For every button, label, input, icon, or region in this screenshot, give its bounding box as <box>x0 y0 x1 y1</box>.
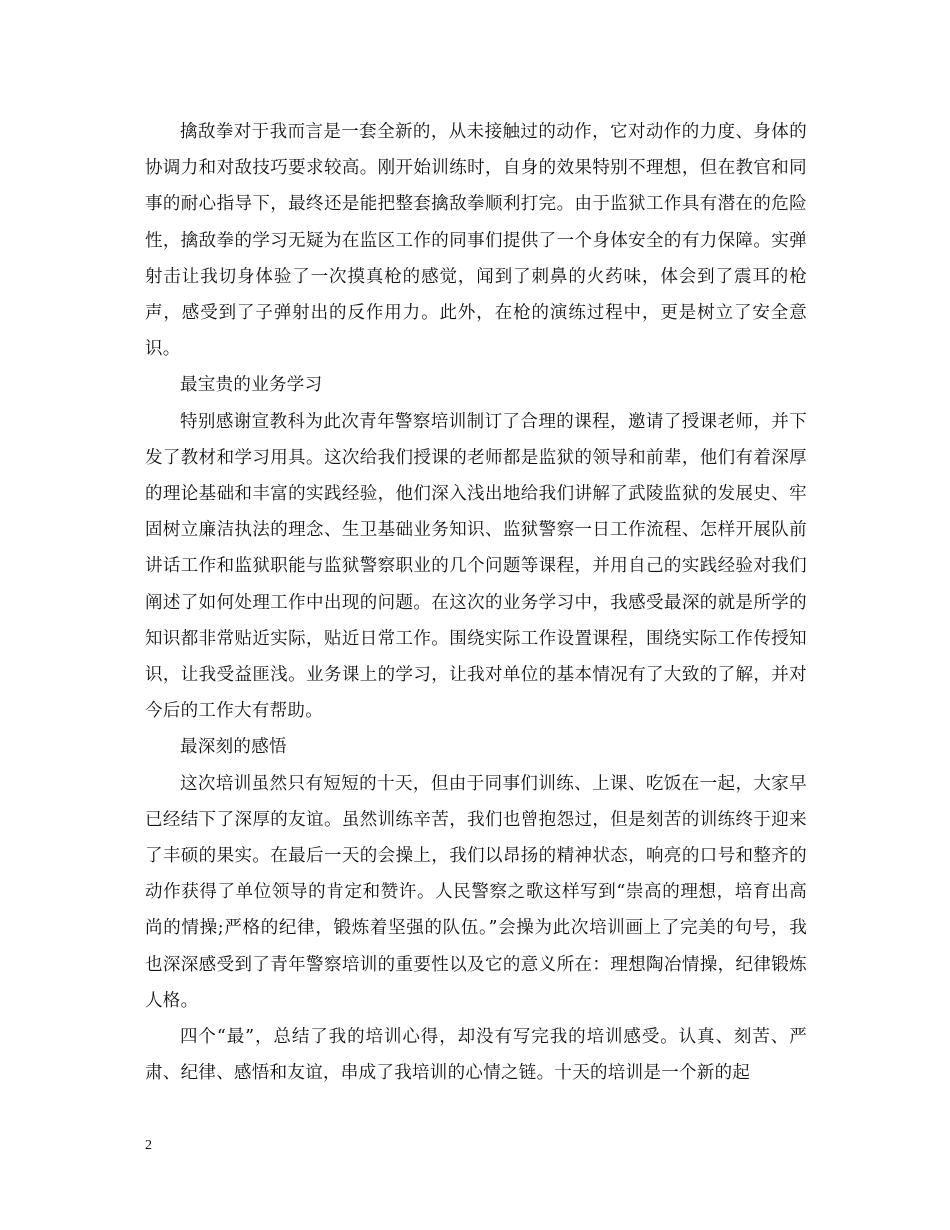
paragraph-drill-training: 擒敌拳对于我而言是一套全新的，从未接触过的动作，它对动作的力度、身体的协调力和对敌技巧要求较高。刚开始训练时，自身的效果特别不理想，但在教官和同事的耐心指导下，最终还是能把整套擒敌拳顺利打完。由于监狱工作具有潜在的危险性，擒敌拳的学习无疑为在监区工作的同事们提供了一个身体安全的有力保障。实弹射击让我切身体验了一次摸真枪的感觉，闻到了刺鼻的火药味，体会到了震耳的枪声，感受到了子弹射出的反作用力。此外，在枪的演练过程中，更是树立了安全意识。 <box>145 122 807 360</box>
document-body <box>145 114 807 1091</box>
section-heading-business-study: 最宝贵的业务学习 <box>180 375 323 396</box>
page-number: 2 <box>145 1138 152 1153</box>
paragraph-summary: 四个“最”，总结了我的培训心得，却没有写完我的培训感受。认真、刻苦、严肃、纪律、感悟和友谊，串成了我培训的心情之链。十天的培训是一个新的起 <box>145 1027 807 1084</box>
paragraph-reflection: 这次培训虽然只有短短的十天，但由于同事们训练、上课、吃饭在一起，大家早已经结下了深厚的友谊。虽然训练辛苦，我们也曾抱怨过，但是刻苦的训练终于迎来了丰硕的果实。在最后一天的会操上，我们以昂扬的精神状态，响亮的口号和整齐的动作获得了单位领导的肯定和赞许。人民警察之歌这样写到“崇高的理想，培育出高尚的情操;严格的纪律，锻炼着坚强的队伍。”会操为此次培训画上了完美的句号，我也深深感受到了青年警察培训的重要性以及它的意义所在：理想陶冶情操，纪律锻炼人格。 <box>145 773 807 1011</box>
paragraph-business-study: 特别感谢宣教科为此次青年警察培训制订了合理的课程，邀请了授课老师，并下发了教材和学习用具。这次给我们授课的老师都是监狱的领导和前辈，他们有着深厚的理论基础和丰富的实践经验，他们深入浅出地给我们讲解了武陵监狱的发展史、牢固树立廉洁执法的理念、生卫基础业务知识、监狱警察一日工作流程、怎样开展队前讲话工作和监狱职能与监狱警察职业的几个问题等课程，并用自己的实践经验对我们阐述了如何处理工作中出现的问题。在这次的业务学习中，我感受最深的就是所学的知识都非常贴近实际，贴近日常工作。围绕实际工作设置课程，围绕实际工作传授知识，让我受益匪浅。业务课上的学习，让我对单位的基本情况有了大致的了解，并对今后的工作大有帮助。 <box>145 411 807 722</box>
section-heading-reflection: 最深刻的感悟 <box>180 737 287 758</box>
